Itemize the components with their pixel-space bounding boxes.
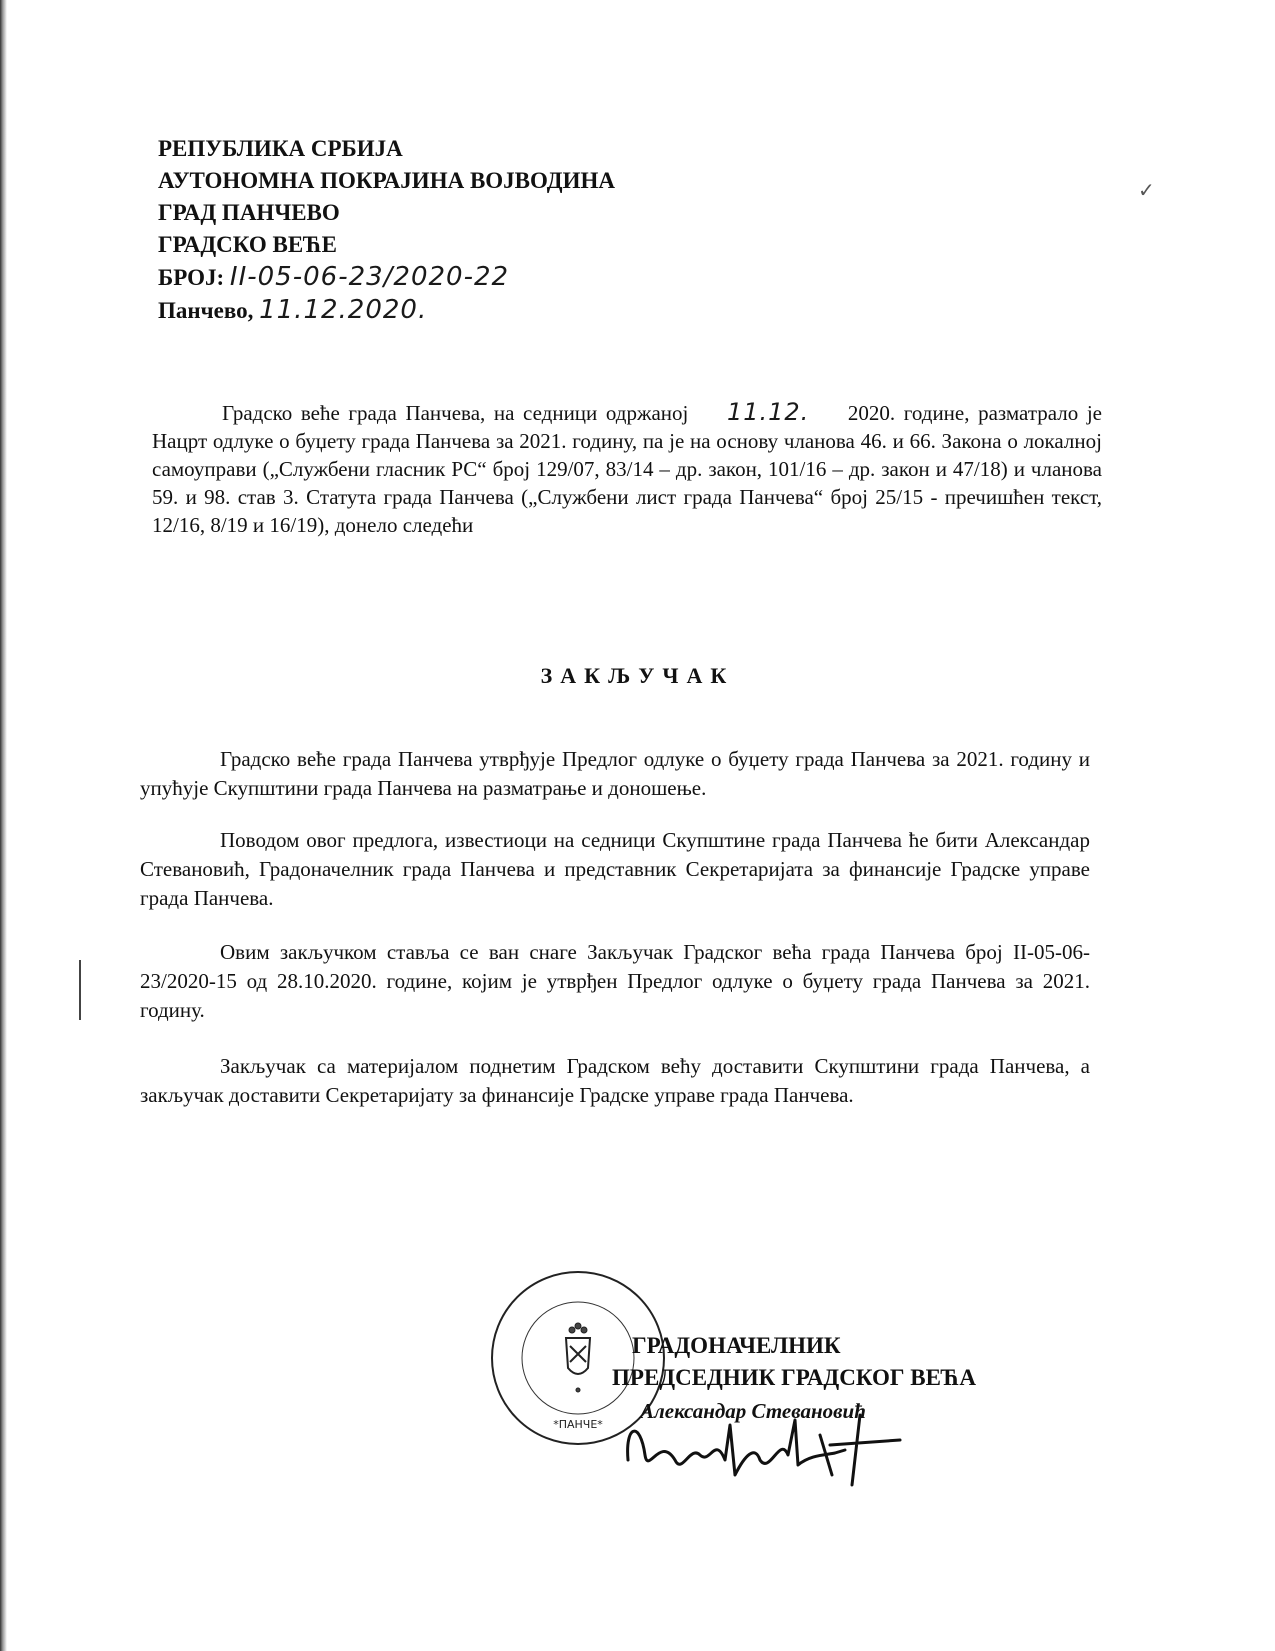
header-council: ГРАДСКО ВЕЋЕ [158, 232, 337, 257]
number-label: БРОЈ: [158, 265, 225, 290]
header-republic: РЕПУБЛИКА СРБИЈА [158, 136, 403, 161]
signatory-title-president: ПРЕДСЕДНИК ГРАДСКОГ ВЕЋА [612, 1365, 976, 1390]
intro-part1: Градско веће града Панчева, на седници одржаној [222, 401, 689, 425]
intro-part2: 2020. године, разматрало је Нацрт одлуке о буџету града Панчева за 2021. годину, па је на основу чланова 46. и 66. Закона о локалној самоуправи („Службени гласник РС“ број 129/07, 83/14 – др. закон, 101/16 – др. закон и 47/18) и чланова 59. и 98. став 3. Статута града Панчева („Службени лист града Панчева“ број 25/15 - пречишћен текст, 12/16, 8/19 и 16/19), донело следећи [152, 401, 1102, 537]
paragraph-3-text: Овим закључком ставља се ван снаге Закључак Градског већа града Панчева број II-05-06-23/2020-15 од 28.10.2020. године, којим је утврђен Предлог одлуке о буџету града Панчева за 2021. годину. [140, 940, 1090, 1022]
header-city: ГРАД ПАНЧЕВО [158, 200, 340, 225]
document-header [158, 133, 615, 327]
paragraph-2-text: Поводом овог предлога, известиоци на седници Скупштине града Панчева ће бити Александар Стевановић, Градоначелник града Панчева и представник Секретаријата за финансије Градске управе града Панчева. [140, 828, 1090, 910]
number-handwritten: II-05-06-23/2020-22 [229, 262, 510, 292]
intro-date-handwritten: 11.12. [726, 398, 810, 426]
header-number [158, 261, 615, 294]
header-place-date [158, 294, 615, 327]
header-province: АУТОНОМНА ПОКРАЈИНА ВОЈВОДИНА [158, 168, 615, 193]
scan-edge [0, 0, 7, 1651]
paragraph-1-text: Градско веће града Панчева утврђује Предлог одлуке о буџету града Панчева за 2021. годину и упућује Скупштини града Панчева на разматрање и доношење. [140, 747, 1090, 800]
handwritten-signature [620, 1405, 910, 1495]
margin-mark [79, 960, 81, 1020]
document-title: ЗАКЉУЧАК [540, 663, 735, 688]
paragraph-1 [140, 745, 1090, 803]
place-label: Панчево, [158, 298, 254, 323]
signatory-name: Александар Стевановић [640, 1399, 866, 1423]
check-mark: ✓ [1138, 178, 1155, 202]
paragraph-4 [140, 1052, 1090, 1110]
paragraph-2 [140, 826, 1090, 913]
svg-text:*ПАНЧЕ*: *ПАНЧЕ* [553, 1418, 603, 1431]
paragraph-3 [140, 938, 1090, 1025]
signatory-title-mayor: ГРАДОНАЧЕЛНИК [632, 1333, 841, 1358]
paragraph-4-text: Закључак са материјалом поднетим Градском већу доставити Скупштини града Панчева, а закључак доставити Секретаријату за финансије Градске управе града Панчева. [140, 1054, 1090, 1107]
intro-paragraph [152, 398, 1102, 539]
signature-block [612, 1330, 976, 1394]
date-handwritten: 11.12.2020. [259, 295, 428, 325]
